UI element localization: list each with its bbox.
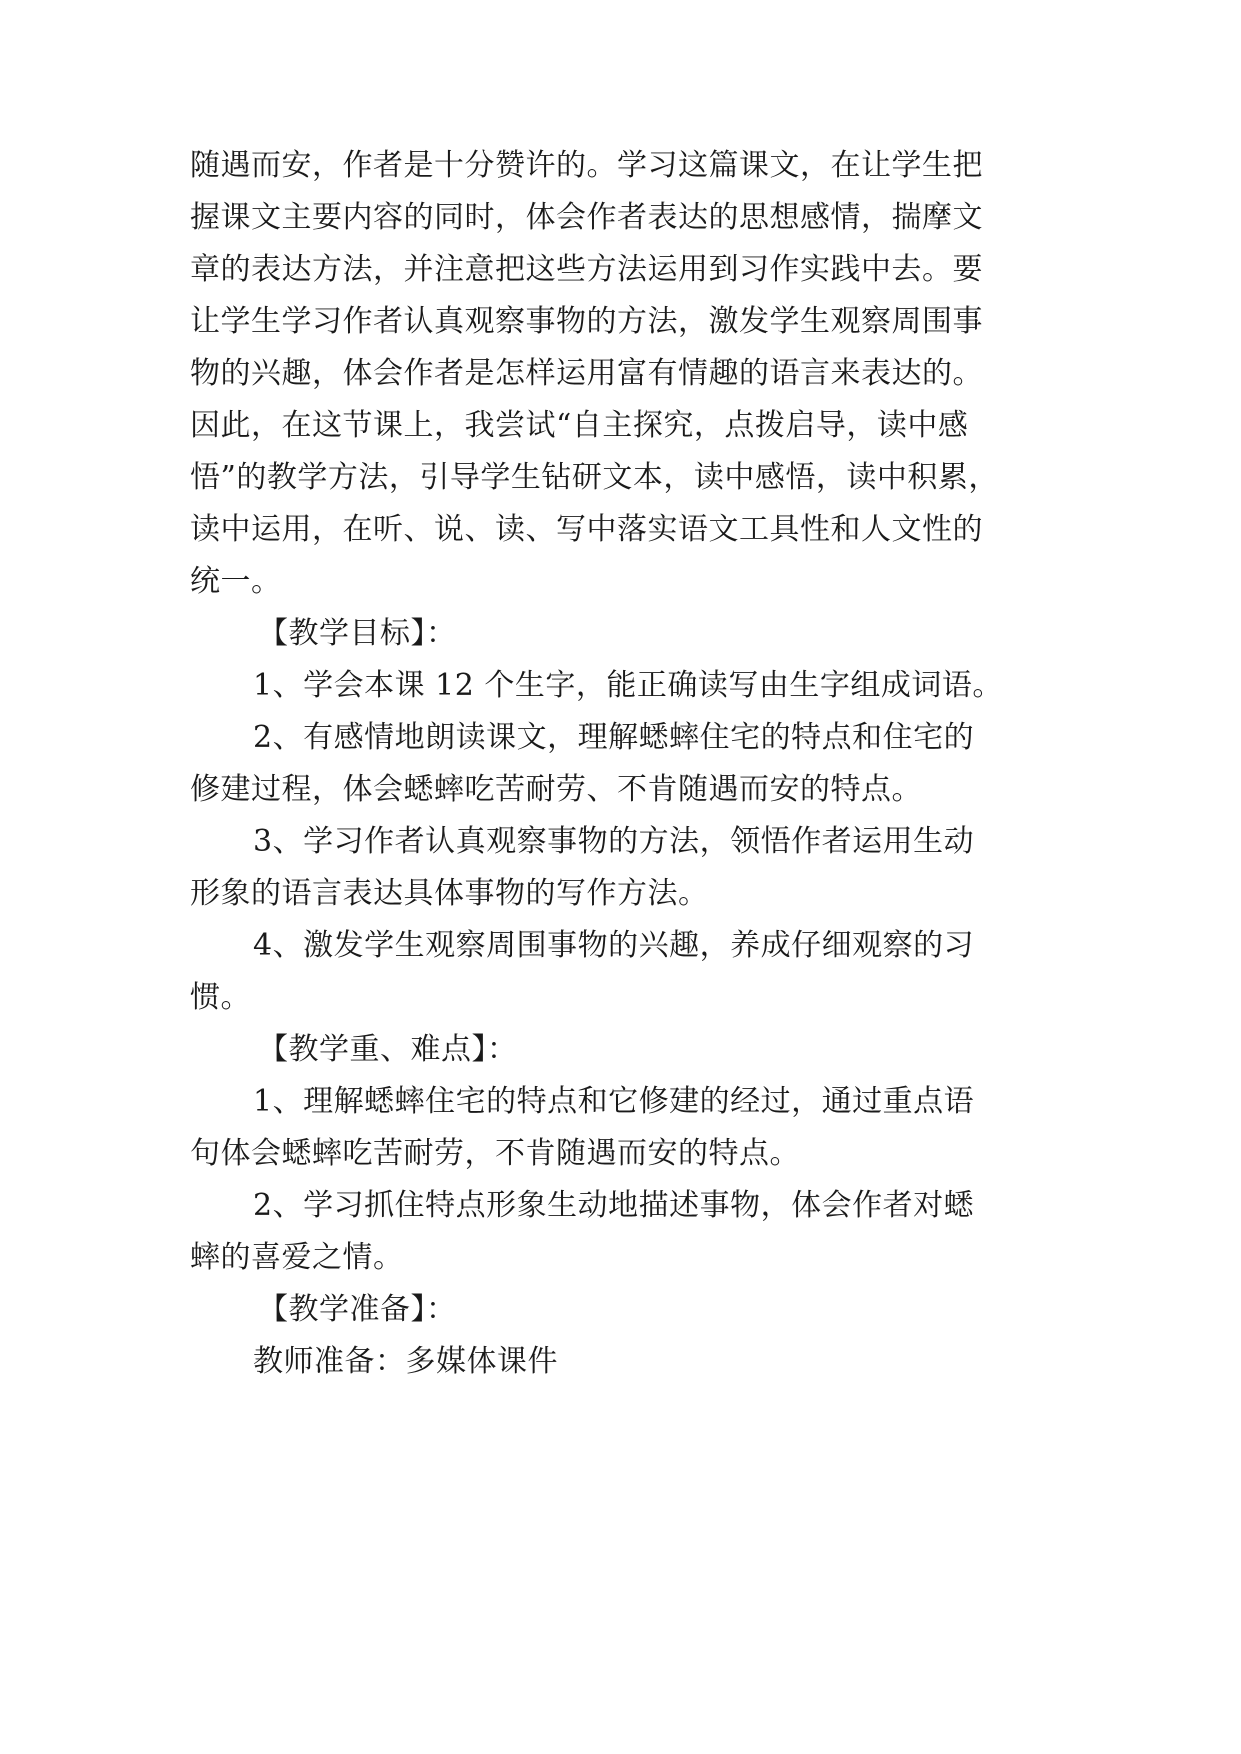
- intro-line-8: 读中运用，在听、说、读、写中落实语文工具性和人文性的: [190, 512, 983, 547]
- objective-item-1: 1、学会本课 12 个生字，能正确读写由生字组成词语。: [253, 668, 1003, 703]
- preparation-text: 教师准备：多媒体课件: [253, 1344, 558, 1379]
- intro-line-2: 握课文主要内容的同时，体会作者表达的思想感情，揣摩文: [190, 200, 983, 235]
- keypoints-heading: 【教学重、难点】：: [258, 1032, 518, 1067]
- intro-line-7: 悟”的教学方法，引导学生钻研文本，读中感悟，读中积累，: [190, 460, 999, 495]
- keypoint-item-2-cont: 蟀的喜爱之情。: [190, 1240, 404, 1275]
- intro-line-3: 章的表达方法，并注意把这些方法运用到习作实践中去。要: [190, 252, 983, 287]
- objective-item-3-cont: 形象的语言表达具体事物的写作方法。: [190, 876, 709, 911]
- objective-item-2-cont: 修建过程，体会蟋蟀吃苦耐劳、不肯随遇而安的特点。: [190, 772, 922, 807]
- keypoint-item-2: 2、学习抓住特点形象生动地描述事物，体会作者对蟋: [253, 1188, 975, 1223]
- objective-item-3: 3、学习作者认真观察事物的方法，领悟作者运用生动: [253, 824, 975, 859]
- intro-line-4: 让学生学习作者认真观察事物的方法，激发学生观察周围事: [190, 304, 983, 339]
- objective-item-2: 2、有感情地朗读课文，理解蟋蟀住宅的特点和住宅的: [253, 720, 975, 755]
- intro-line-1: 随遇而安，作者是十分赞许的。学习这篇课文，在让学生把: [190, 148, 983, 183]
- objective-item-4: 4、激发学生观察周围事物的兴趣，养成仔细观察的习: [253, 928, 975, 963]
- intro-line-5: 物的兴趣，体会作者是怎样运用富有情趣的语言来表达的。: [190, 356, 983, 391]
- intro-line-9: 统一。: [190, 564, 282, 599]
- keypoint-item-1: 1、理解蟋蟀住宅的特点和它修建的经过，通过重点语: [253, 1084, 975, 1119]
- keypoint-item-1-cont: 句体会蟋蟀吃苦耐劳，不肯随遇而安的特点。: [190, 1136, 800, 1171]
- preparation-heading: 【教学准备】：: [258, 1292, 457, 1327]
- intro-line-6: 因此，在这节课上，我尝试“自主探究，点拨启导，读中感: [190, 408, 969, 443]
- objectives-heading: 【教学目标】：: [258, 616, 457, 651]
- objective-item-4-cont: 惯。: [190, 980, 251, 1015]
